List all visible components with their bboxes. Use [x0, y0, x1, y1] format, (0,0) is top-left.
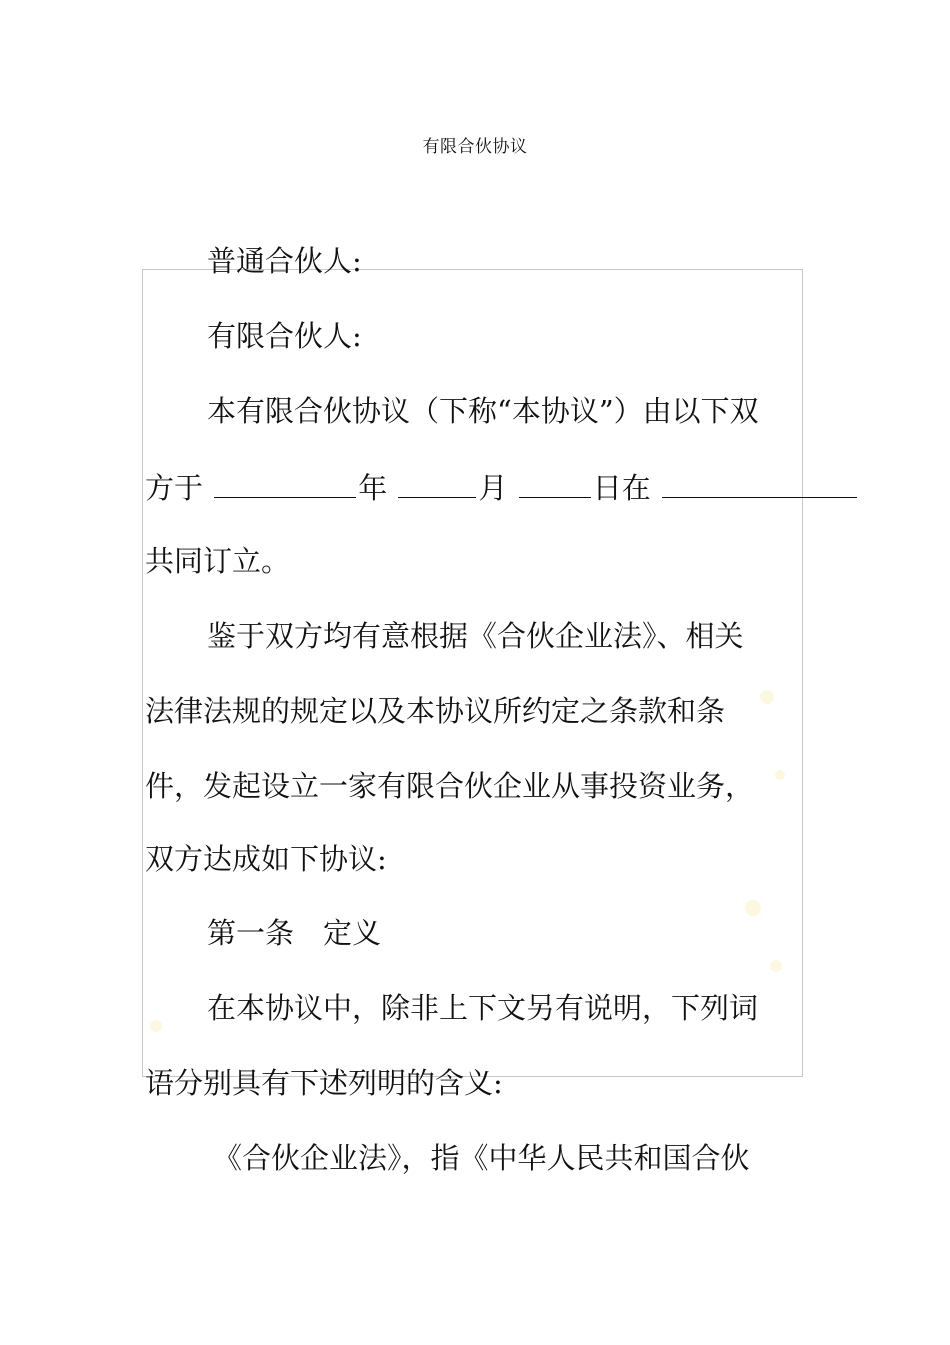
day-blank: [519, 467, 591, 498]
whereas-line-2: 法律法规的规定以及本协议所约定之条款和条: [145, 694, 726, 728]
background-speck: [150, 1020, 162, 1032]
year-blank: [214, 467, 356, 498]
date-line: [145, 467, 859, 507]
intro-line-1: 本有限合伙协议（下称“本协议”）由以下双: [207, 394, 759, 428]
whereas-line-1: 鉴于双方均有意根据《合伙企业法》、相关: [207, 619, 744, 653]
day-label: 日在: [592, 471, 651, 505]
month-blank: [398, 467, 476, 498]
whereas-line-4: 双方达成如下协议:: [145, 842, 387, 876]
background-speck: [745, 900, 761, 916]
article-1-heading: 第一条 定义: [207, 916, 382, 950]
year-label: 年: [358, 471, 388, 505]
content-frame: [142, 269, 803, 1077]
background-speck: [775, 770, 785, 780]
definitions-line-2: 语分别具有下述列明的含义:: [145, 1066, 503, 1100]
place-blank: [662, 467, 857, 498]
background-speck: [770, 960, 782, 972]
background-speck: [760, 690, 774, 704]
limited-partner-label: 有限合伙人:: [207, 319, 362, 353]
general-partner-label: 普通合伙人:: [207, 244, 362, 278]
document-title: 有限合伙协议: [422, 137, 528, 157]
definition-item-line-1: 《合伙企业法》，指《中华人民共和国合伙: [213, 1141, 750, 1175]
definitions-line-1: 在本协议中，除非上下文另有说明，下列词: [207, 991, 759, 1025]
whereas-line-3: 件，发起设立一家有限合伙企业从事投资业务，: [145, 769, 755, 803]
date-prefix: 方于: [145, 471, 204, 505]
month-label: 月: [478, 471, 508, 505]
intro-line-3: 共同订立。: [145, 544, 291, 578]
